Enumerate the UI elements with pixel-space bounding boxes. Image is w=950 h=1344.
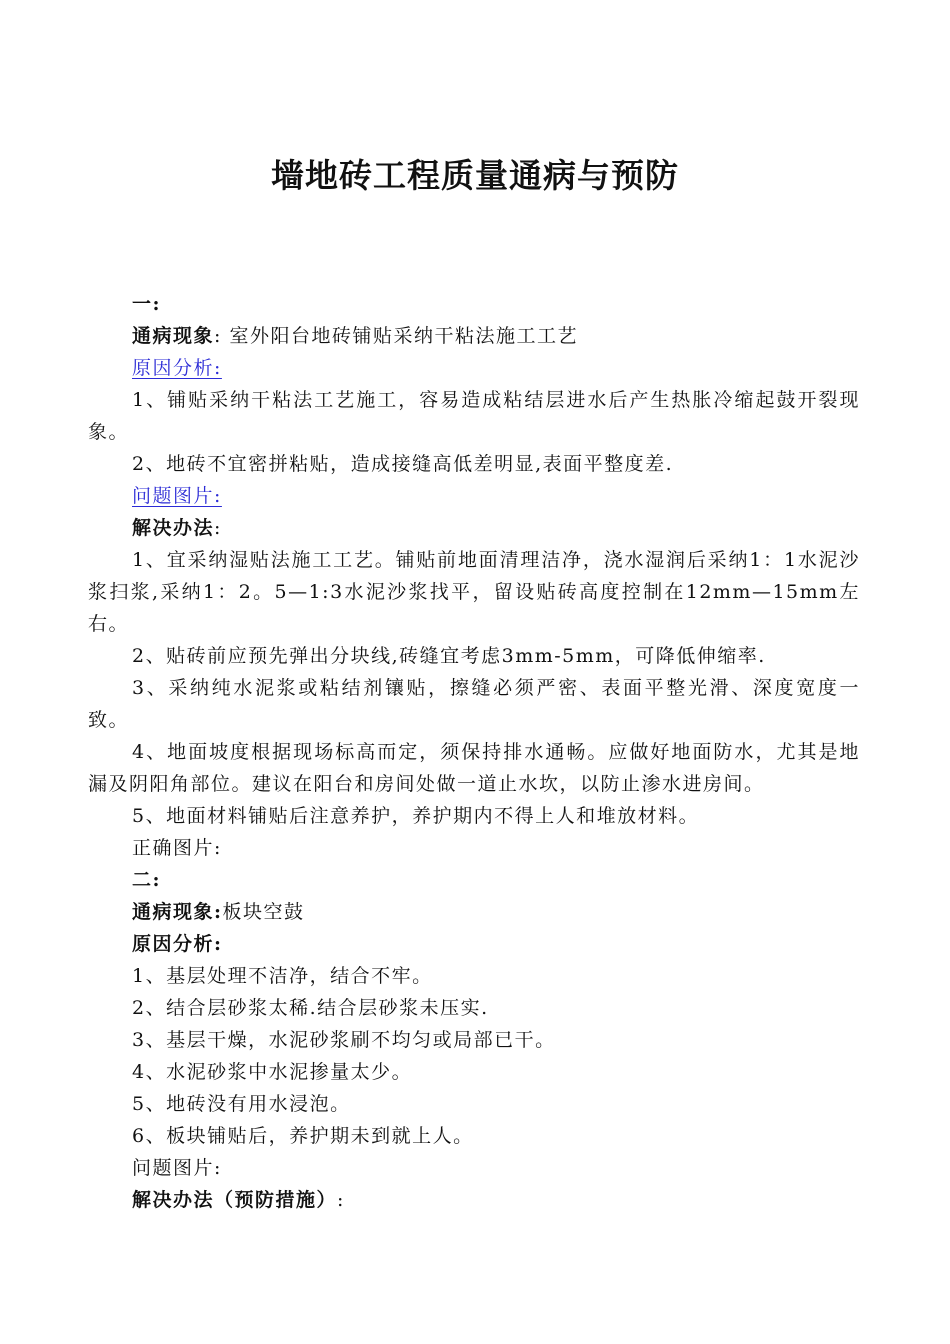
solution-colon: : — [214, 517, 222, 539]
cause-item-2: 2、地砖不宜密拼粘贴，造成接缝高低差明显,表面平整度差. — [132, 453, 674, 475]
section-1-heading: 一: — [132, 293, 162, 315]
section-1-problem-pic-row — [88, 480, 860, 512]
solution-item-4: 4、地面坡度根据现场标高而定，须保持排水通畅。应做好地面防水，尤其是地漏及阴阳角部位。建议在阳台和房间处做一道止水坎，以防止渗水进房间。 — [88, 741, 860, 795]
section-1-symptom — [88, 320, 860, 352]
solution-label: 解决办法 — [132, 517, 215, 539]
section-2-solution-heading — [88, 1184, 860, 1216]
correct-picture-label: 正确图片: — [132, 837, 222, 859]
problem-picture-link[interactable]: 问题图片: — [132, 485, 222, 507]
cause-item-5: 5、地砖没有用水浸泡。 — [132, 1093, 351, 1115]
section-1-solution-heading — [88, 512, 860, 544]
section-2-heading: 二: — [132, 869, 162, 891]
page-title: 墙地砖工程质量通病与预防 — [271, 156, 679, 195]
section-1-cause-row — [88, 352, 860, 384]
symptom-label: 通病现象 — [132, 325, 215, 347]
document-body — [88, 288, 860, 1216]
solution-item-3: 3、采纳纯水泥浆或粘结剂镶贴，擦缝必须严密、表面平整光滑、深度宽度一致。 — [88, 677, 860, 731]
problem-picture-label: 问题图片: — [132, 1157, 222, 1179]
solution-item-2: 2、贴砖前应预先弹出分块线,砖缝宜考虑3mm-5mm，可降低伸缩率. — [132, 645, 766, 667]
cause-item-1: 1、铺贴采纳干粘法工艺施工，容易造成粘结层进水后产生热胀冷缩起鼓开裂现象。 — [88, 389, 860, 443]
cause-item-3: 3、基层干燥，水泥砂浆刷不均匀或局部已干。 — [132, 1029, 556, 1051]
solution-label: 解决办法（预防措施） — [132, 1189, 338, 1211]
cause-item-2: 2、结合层砂浆太稀.结合层砂浆未压实. — [132, 997, 489, 1019]
symptom-text: : 室外阳台地砖铺贴采纳干粘法施工工艺 — [214, 325, 578, 347]
symptom-text: 板块空鼓 — [222, 901, 305, 923]
section-2-symptom — [88, 896, 860, 928]
solution-item-5: 5、地面材料铺贴后注意养护，养护期内不得上人和堆放材料。 — [132, 805, 700, 827]
symptom-label: 通病现象: — [132, 901, 223, 923]
solution-item-1: 1、宜采纳湿贴法施工工艺。铺贴前地面清理洁净，浇水湿润后采纳1：1水泥沙浆扫浆,采纳1：2。5—1:3水泥沙浆找平，留设贴砖高度控制在12mm—15mm左右。 — [88, 549, 860, 635]
cause-analysis-link[interactable]: 原因分析: — [132, 357, 222, 379]
cause-item-1: 1、基层处理不洁净，结合不牢。 — [132, 965, 433, 987]
section-2-cause-label: 原因分析: — [132, 933, 223, 955]
solution-colon: : — [337, 1189, 345, 1211]
cause-item-4: 4、水泥砂浆中水泥掺量太少。 — [132, 1061, 413, 1083]
cause-item-6: 6、板块铺贴后，养护期未到就上人。 — [132, 1125, 474, 1147]
